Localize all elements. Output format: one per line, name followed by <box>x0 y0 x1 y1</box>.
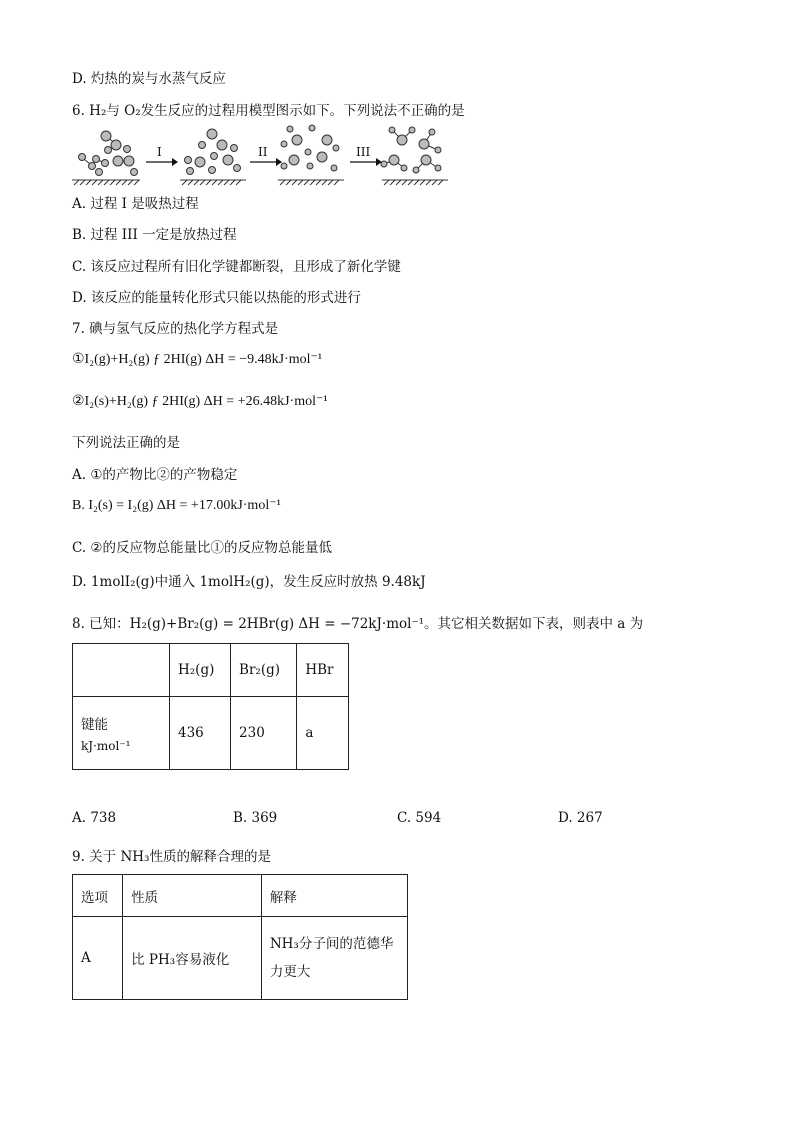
q7-option-b: B. I₂(s) = I₂(g) ΔH = +17.00kJ·mol⁻¹ <box>72 498 281 513</box>
q6-option-a: A. 过程 I 是吸热过程 <box>72 196 199 212</box>
table8-value-hbr: a <box>297 697 349 770</box>
table8-row-label-text: 键能 <box>81 717 108 733</box>
q8-option-a: A. 738 <box>72 810 117 826</box>
table8-row-label <box>73 697 170 770</box>
table8-value-h2: 436 <box>170 697 231 770</box>
q7-equation-1: ①I₂(g)+H₂(g) ƒ 2HI(g) ΔH = −9.48kJ·mol⁻¹ <box>72 352 323 367</box>
stage-2 <box>180 129 246 185</box>
q6-option-c: C. 该反应过程所有旧化学键都断裂，且形成了新化学键 <box>72 259 401 275</box>
nh3-property-table <box>72 874 408 1000</box>
step-2-label: II <box>258 145 268 159</box>
q7-prompt: 下列说法正确的是 <box>72 435 180 451</box>
q8-option-c: C. 594 <box>397 810 442 826</box>
line-q5d: D. 灼热的炭与水蒸气反应 <box>72 71 226 87</box>
table8-header-br2: Br₂(g) <box>231 644 297 697</box>
q8-option-d: D. 267 <box>558 810 603 826</box>
table8-header-blank <box>73 644 170 697</box>
stage-3 <box>278 125 344 185</box>
q7-option-a: A. ①的产物比②的产物稳定 <box>72 467 238 483</box>
table8-header-h2: H₂(g) <box>170 644 231 697</box>
step-1-label: I <box>157 145 162 159</box>
stage-4 <box>381 127 448 185</box>
q7-equation-2: ②I₂(s)+H₂(g) ƒ 2HI(g) ΔH = +26.48kJ·mol⁻¹ <box>72 394 328 409</box>
reaction-model-diagram <box>72 124 452 186</box>
table9-header-explanation: 解释 <box>261 875 407 917</box>
table9-header-property: 性质 <box>123 875 262 917</box>
bond-energy-table <box>72 643 349 770</box>
q6-option-b: B. 过程 III 一定是放热过程 <box>72 227 237 243</box>
table8-value-br2: 230 <box>231 697 297 770</box>
table9-cell-property: 比 PH₃容易液化 <box>123 917 262 1000</box>
table8-header-hbr: HBr <box>297 644 349 697</box>
table9-cell-explanation: NH₃分子间的范德华力更大 <box>261 917 407 1000</box>
step-3-label: III <box>356 145 371 159</box>
table9-cell-option: A <box>73 917 123 1000</box>
question-9-stem: 9. 关于 NH₃性质的解释合理的是 <box>72 849 271 865</box>
stage-1 <box>72 131 140 185</box>
question-6-stem: 6. H₂与 O₂发生反应的过程用模型图示如下。下列说法不正确的是 <box>72 103 465 119</box>
table9-header-option: 选项 <box>73 875 123 917</box>
question-7-stem: 7. 碘与氢气反应的热化学方程式是 <box>72 321 279 337</box>
question-8-stem: 8. 已知：H₂(g)+Br₂(g) = 2HBr(g) ΔH = −72kJ·mol⁻¹。其它相关数据如下表，则表中 a 为 <box>72 616 644 632</box>
q8-option-b: B. 369 <box>233 810 278 826</box>
q6-option-d: D. 该反应的能量转化形式只能以热能的形式进行 <box>72 290 361 306</box>
table8-row-unit: kJ·mol⁻¹ <box>81 739 131 753</box>
q7-option-c: C. ②的反应物总能量比①的反应物总能量低 <box>72 540 333 556</box>
q7-option-d: D. 1molI₂(g)中通入 1molH₂(g)，发生反应时放热 9.48kJ <box>72 574 426 590</box>
